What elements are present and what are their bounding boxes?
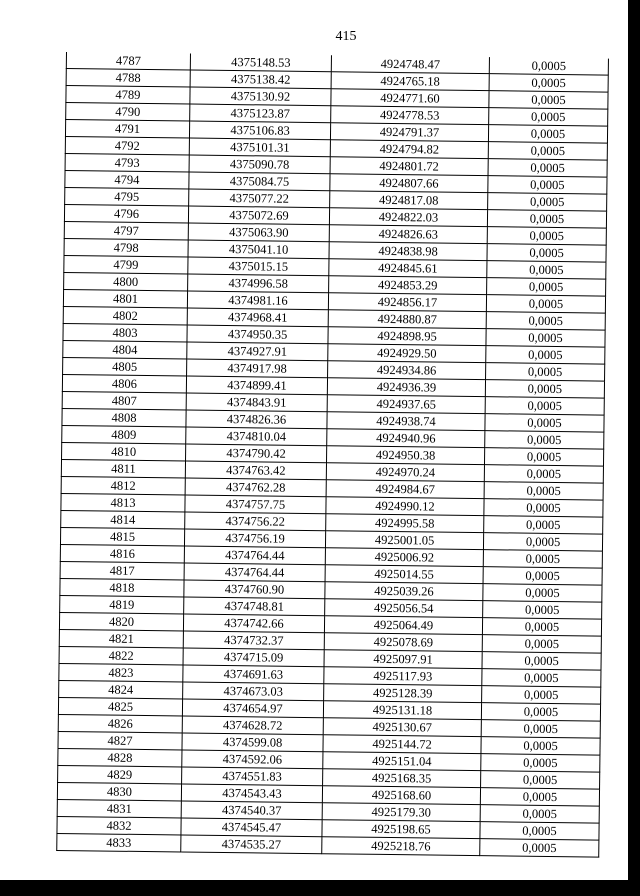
point-number-cell: 4828 xyxy=(58,748,182,767)
accuracy-cell: 0,0005 xyxy=(487,278,606,296)
x-coordinate-cell: 4374764.44 xyxy=(184,563,325,582)
y-coordinate-cell: 4924990.12 xyxy=(326,497,484,516)
point-number-cell: 4811 xyxy=(61,459,185,478)
x-coordinate-cell: 4375106.83 xyxy=(189,121,330,140)
x-coordinate-cell: 4374950.35 xyxy=(187,325,328,344)
y-coordinate-cell: 4925006.92 xyxy=(325,548,483,567)
point-number-cell: 4807 xyxy=(62,391,186,410)
x-coordinate-cell: 4374742.66 xyxy=(183,614,324,633)
accuracy-cell: 0,0005 xyxy=(484,499,603,517)
point-number-cell: 4830 xyxy=(57,782,181,801)
accuracy-cell: 0,0005 xyxy=(489,91,608,109)
point-number-cell: 4794 xyxy=(65,170,189,189)
y-coordinate-cell: 4924936.39 xyxy=(327,378,485,397)
y-coordinate-cell: 4925144.72 xyxy=(323,735,481,754)
point-number-cell: 4815 xyxy=(60,527,184,546)
accuracy-cell: 0,0005 xyxy=(488,193,607,211)
point-number-cell: 4799 xyxy=(64,255,188,274)
point-number-cell: 4820 xyxy=(59,612,183,631)
y-coordinate-cell: 4924937.65 xyxy=(327,395,485,414)
accuracy-cell: 0,0005 xyxy=(486,363,605,381)
point-number-cell: 4831 xyxy=(57,799,181,818)
accuracy-cell: 0,0005 xyxy=(484,465,603,483)
accuracy-cell: 0,0005 xyxy=(480,822,599,840)
accuracy-cell: 0,0005 xyxy=(488,125,607,143)
x-coordinate-cell: 4375063.90 xyxy=(188,223,329,242)
point-number-cell: 4803 xyxy=(63,323,187,342)
y-coordinate-cell: 4925056.54 xyxy=(325,599,483,618)
coordinates-table-body xyxy=(57,52,609,857)
point-number-cell: 4805 xyxy=(63,357,187,376)
point-number-cell: 4789 xyxy=(66,86,190,105)
x-coordinate-cell: 4374790.42 xyxy=(186,444,327,463)
x-coordinate-cell: 4375084.75 xyxy=(189,172,330,191)
y-coordinate-cell: 4924856.17 xyxy=(328,293,486,312)
y-coordinate-cell: 4925198.65 xyxy=(322,820,480,839)
accuracy-cell: 0,0005 xyxy=(481,703,600,721)
x-coordinate-cell: 4374545.47 xyxy=(181,818,322,837)
y-coordinate-cell: 4924791.37 xyxy=(330,123,488,142)
x-coordinate-cell: 4374748.81 xyxy=(184,597,325,616)
y-coordinate-cell: 4924929.50 xyxy=(328,344,486,363)
y-coordinate-cell: 4925117.93 xyxy=(324,667,482,686)
point-number-cell: 4787 xyxy=(66,52,190,70)
y-coordinate-cell: 4924822.03 xyxy=(329,208,487,227)
accuracy-cell: 0,0005 xyxy=(487,227,606,245)
accuracy-cell: 0,0005 xyxy=(489,108,608,126)
point-number-cell: 4797 xyxy=(64,221,188,240)
accuracy-cell: 0,0005 xyxy=(487,261,606,279)
accuracy-cell: 0,0005 xyxy=(489,74,608,92)
y-coordinate-cell: 4924771.60 xyxy=(331,89,489,108)
x-coordinate-cell: 4374756.22 xyxy=(185,512,326,531)
accuracy-cell: 0,0005 xyxy=(481,754,600,772)
coordinates-table xyxy=(56,52,609,858)
point-number-cell: 4832 xyxy=(57,816,181,835)
y-coordinate-cell: 4924817.08 xyxy=(330,191,488,210)
x-coordinate-cell: 4374968.41 xyxy=(187,308,328,327)
x-coordinate-cell: 4374981.16 xyxy=(187,291,328,310)
y-coordinate-cell: 4924853.29 xyxy=(329,276,487,295)
accuracy-cell: 0,0005 xyxy=(483,567,602,585)
x-coordinate-cell: 4374732.37 xyxy=(183,631,324,650)
y-coordinate-cell: 4924995.58 xyxy=(326,514,484,533)
x-coordinate-cell: 4375015.15 xyxy=(188,257,329,276)
point-number-cell: 4818 xyxy=(60,578,184,597)
point-number-cell: 4810 xyxy=(62,442,186,461)
point-number-cell: 4788 xyxy=(66,69,190,88)
point-number-cell: 4808 xyxy=(62,408,186,427)
accuracy-cell: 0,0005 xyxy=(486,295,605,313)
accuracy-cell: 0,0005 xyxy=(488,142,607,160)
point-number-cell: 4825 xyxy=(58,697,182,716)
coordinates-table-wrap xyxy=(56,52,604,858)
point-number-cell: 4823 xyxy=(59,663,183,682)
point-number-cell: 4798 xyxy=(64,238,188,257)
accuracy-cell: 0,0005 xyxy=(482,686,601,704)
point-number-cell: 4817 xyxy=(60,561,184,580)
y-coordinate-cell: 4925097.91 xyxy=(324,650,482,669)
x-coordinate-cell: 4374628.72 xyxy=(182,716,323,735)
x-coordinate-cell: 4374764.44 xyxy=(184,546,325,565)
point-number-cell: 4824 xyxy=(59,680,183,699)
point-number-cell: 4801 xyxy=(63,289,187,308)
point-number-cell: 4816 xyxy=(60,544,184,563)
accuracy-cell: 0,0005 xyxy=(483,601,602,619)
point-number-cell: 4790 xyxy=(66,103,190,122)
x-coordinate-cell: 4374756.19 xyxy=(184,529,325,548)
point-number-cell: 4829 xyxy=(58,765,182,784)
x-coordinate-cell: 4374996.58 xyxy=(188,274,329,293)
accuracy-cell: 0,0005 xyxy=(481,771,600,789)
x-coordinate-cell: 4374763.42 xyxy=(185,461,326,480)
accuracy-cell: 0,0005 xyxy=(480,839,599,857)
y-coordinate-cell: 4924845.61 xyxy=(329,259,487,278)
x-coordinate-cell: 4374826.36 xyxy=(186,410,327,429)
y-coordinate-cell: 4924938.74 xyxy=(327,412,485,431)
y-coordinate-cell: 4924794.82 xyxy=(330,140,488,159)
x-coordinate-cell: 4374899.41 xyxy=(186,376,327,395)
y-coordinate-cell: 4925151.04 xyxy=(323,752,481,771)
y-coordinate-cell: 4925131.18 xyxy=(323,701,481,720)
x-coordinate-cell: 4374715.09 xyxy=(183,648,324,667)
y-coordinate-cell: 4924765.18 xyxy=(331,72,489,91)
x-coordinate-cell: 4375041.10 xyxy=(188,240,329,259)
y-coordinate-cell: 4924950.38 xyxy=(327,446,485,465)
point-number-cell: 4793 xyxy=(65,153,189,172)
accuracy-cell: 0,0005 xyxy=(486,312,605,330)
point-number-cell: 4821 xyxy=(59,629,183,648)
x-coordinate-cell: 4375090.78 xyxy=(189,155,330,174)
accuracy-cell: 0,0005 xyxy=(484,482,603,500)
x-coordinate-cell: 4375123.87 xyxy=(190,104,331,123)
point-number-cell: 4822 xyxy=(59,646,183,665)
point-number-cell: 4800 xyxy=(64,272,188,291)
y-coordinate-cell: 4924880.87 xyxy=(328,310,486,329)
y-coordinate-cell: 4924970.24 xyxy=(326,463,484,482)
x-coordinate-cell: 4374843.91 xyxy=(186,393,327,412)
accuracy-cell: 0,0005 xyxy=(487,210,606,228)
accuracy-cell: 0,0005 xyxy=(483,533,602,551)
accuracy-cell: 0,0005 xyxy=(483,584,602,602)
x-coordinate-cell: 4374917.98 xyxy=(187,359,328,378)
x-coordinate-cell: 4374654.97 xyxy=(182,699,323,718)
point-number-cell: 4792 xyxy=(65,136,189,155)
x-coordinate-cell: 4374927.91 xyxy=(187,342,328,361)
x-coordinate-cell: 4374810.04 xyxy=(186,427,327,446)
point-number-cell: 4813 xyxy=(61,493,185,512)
y-coordinate-cell: 4924984.67 xyxy=(326,480,484,499)
x-coordinate-cell: 4375077.22 xyxy=(189,189,330,208)
accuracy-cell: 0,0005 xyxy=(488,176,607,194)
y-coordinate-cell: 4924807.66 xyxy=(330,174,488,193)
point-number-cell: 4804 xyxy=(63,340,187,359)
x-coordinate-cell: 4375148.53 xyxy=(190,54,331,72)
y-coordinate-cell: 4925039.26 xyxy=(325,582,483,601)
y-coordinate-cell: 4924778.53 xyxy=(331,106,489,125)
y-coordinate-cell: 4925168.60 xyxy=(322,786,480,805)
point-number-cell: 4809 xyxy=(62,425,186,444)
y-coordinate-cell: 4924748.47 xyxy=(331,55,489,73)
y-coordinate-cell: 4925064.49 xyxy=(324,616,482,635)
x-coordinate-cell: 4375130.92 xyxy=(190,87,331,106)
point-number-cell: 4795 xyxy=(65,187,189,206)
x-coordinate-cell: 4374551.83 xyxy=(182,767,323,786)
accuracy-cell: 0,0005 xyxy=(481,720,600,738)
accuracy-cell: 0,0005 xyxy=(481,737,600,755)
accuracy-cell: 0,0005 xyxy=(482,618,601,636)
y-coordinate-cell: 4924826.63 xyxy=(329,225,487,244)
accuracy-cell: 0,0005 xyxy=(480,805,599,823)
x-coordinate-cell: 4374673.03 xyxy=(183,682,324,701)
point-number-cell: 4827 xyxy=(58,731,182,750)
x-coordinate-cell: 4374535.27 xyxy=(181,835,322,854)
y-coordinate-cell: 4925014.55 xyxy=(325,565,483,584)
accuracy-cell: 0,0005 xyxy=(486,346,605,364)
x-coordinate-cell: 4374599.08 xyxy=(182,733,323,752)
x-coordinate-cell: 4374540.37 xyxy=(181,801,322,820)
y-coordinate-cell: 4924934.86 xyxy=(328,361,486,380)
y-coordinate-cell: 4924940.96 xyxy=(327,429,485,448)
point-number-cell: 4826 xyxy=(58,714,182,733)
x-coordinate-cell: 4374757.75 xyxy=(185,495,326,514)
page-number: 415 xyxy=(335,29,357,44)
accuracy-cell: 0,0005 xyxy=(485,380,604,398)
x-coordinate-cell: 4375072.69 xyxy=(188,206,329,225)
y-coordinate-cell: 4924801.72 xyxy=(330,157,488,176)
point-number-cell: 4814 xyxy=(61,510,185,529)
accuracy-cell: 0,0005 xyxy=(486,329,605,347)
point-number-cell: 4791 xyxy=(65,120,189,139)
accuracy-cell: 0,0005 xyxy=(485,414,604,432)
x-coordinate-cell: 4374762.28 xyxy=(185,478,326,497)
accuracy-cell: 0,0005 xyxy=(487,244,606,262)
accuracy-cell: 0,0005 xyxy=(485,397,604,415)
y-coordinate-cell: 4925179.30 xyxy=(322,803,480,822)
point-number-cell: 4812 xyxy=(61,476,185,495)
accuracy-cell: 0,0005 xyxy=(482,669,601,687)
point-number-cell: 4806 xyxy=(62,374,186,393)
accuracy-cell: 0,0005 xyxy=(484,448,603,466)
accuracy-cell: 0,0005 xyxy=(480,788,599,806)
point-number-cell: 4819 xyxy=(60,595,184,614)
x-coordinate-cell: 4375138.42 xyxy=(190,70,331,89)
accuracy-cell: 0,0005 xyxy=(482,652,601,670)
y-coordinate-cell: 4925218.76 xyxy=(322,837,480,856)
x-coordinate-cell: 4374543.43 xyxy=(181,784,322,803)
y-coordinate-cell: 4925130.67 xyxy=(323,718,481,737)
y-coordinate-cell: 4924898.95 xyxy=(328,327,486,346)
y-coordinate-cell: 4925168.35 xyxy=(323,769,481,788)
x-coordinate-cell: 4374760.90 xyxy=(184,580,325,599)
y-coordinate-cell: 4925001.05 xyxy=(325,531,483,550)
accuracy-cell: 0,0005 xyxy=(489,57,608,75)
accuracy-cell: 0,0005 xyxy=(488,159,607,177)
accuracy-cell: 0,0005 xyxy=(483,550,602,568)
x-coordinate-cell: 4375101.31 xyxy=(189,138,330,157)
accuracy-cell: 0,0005 xyxy=(484,516,603,534)
point-number-cell: 4796 xyxy=(64,204,188,223)
y-coordinate-cell: 4925128.39 xyxy=(324,684,482,703)
y-coordinate-cell: 4924838.98 xyxy=(329,242,487,261)
y-coordinate-cell: 4925078.69 xyxy=(324,633,482,652)
x-coordinate-cell: 4374592.06 xyxy=(182,750,323,769)
point-number-cell: 4833 xyxy=(57,833,181,852)
accuracy-cell: 0,0005 xyxy=(485,431,604,449)
point-number-cell: 4802 xyxy=(63,306,187,325)
x-coordinate-cell: 4374691.63 xyxy=(183,665,324,684)
accuracy-cell: 0,0005 xyxy=(482,635,601,653)
